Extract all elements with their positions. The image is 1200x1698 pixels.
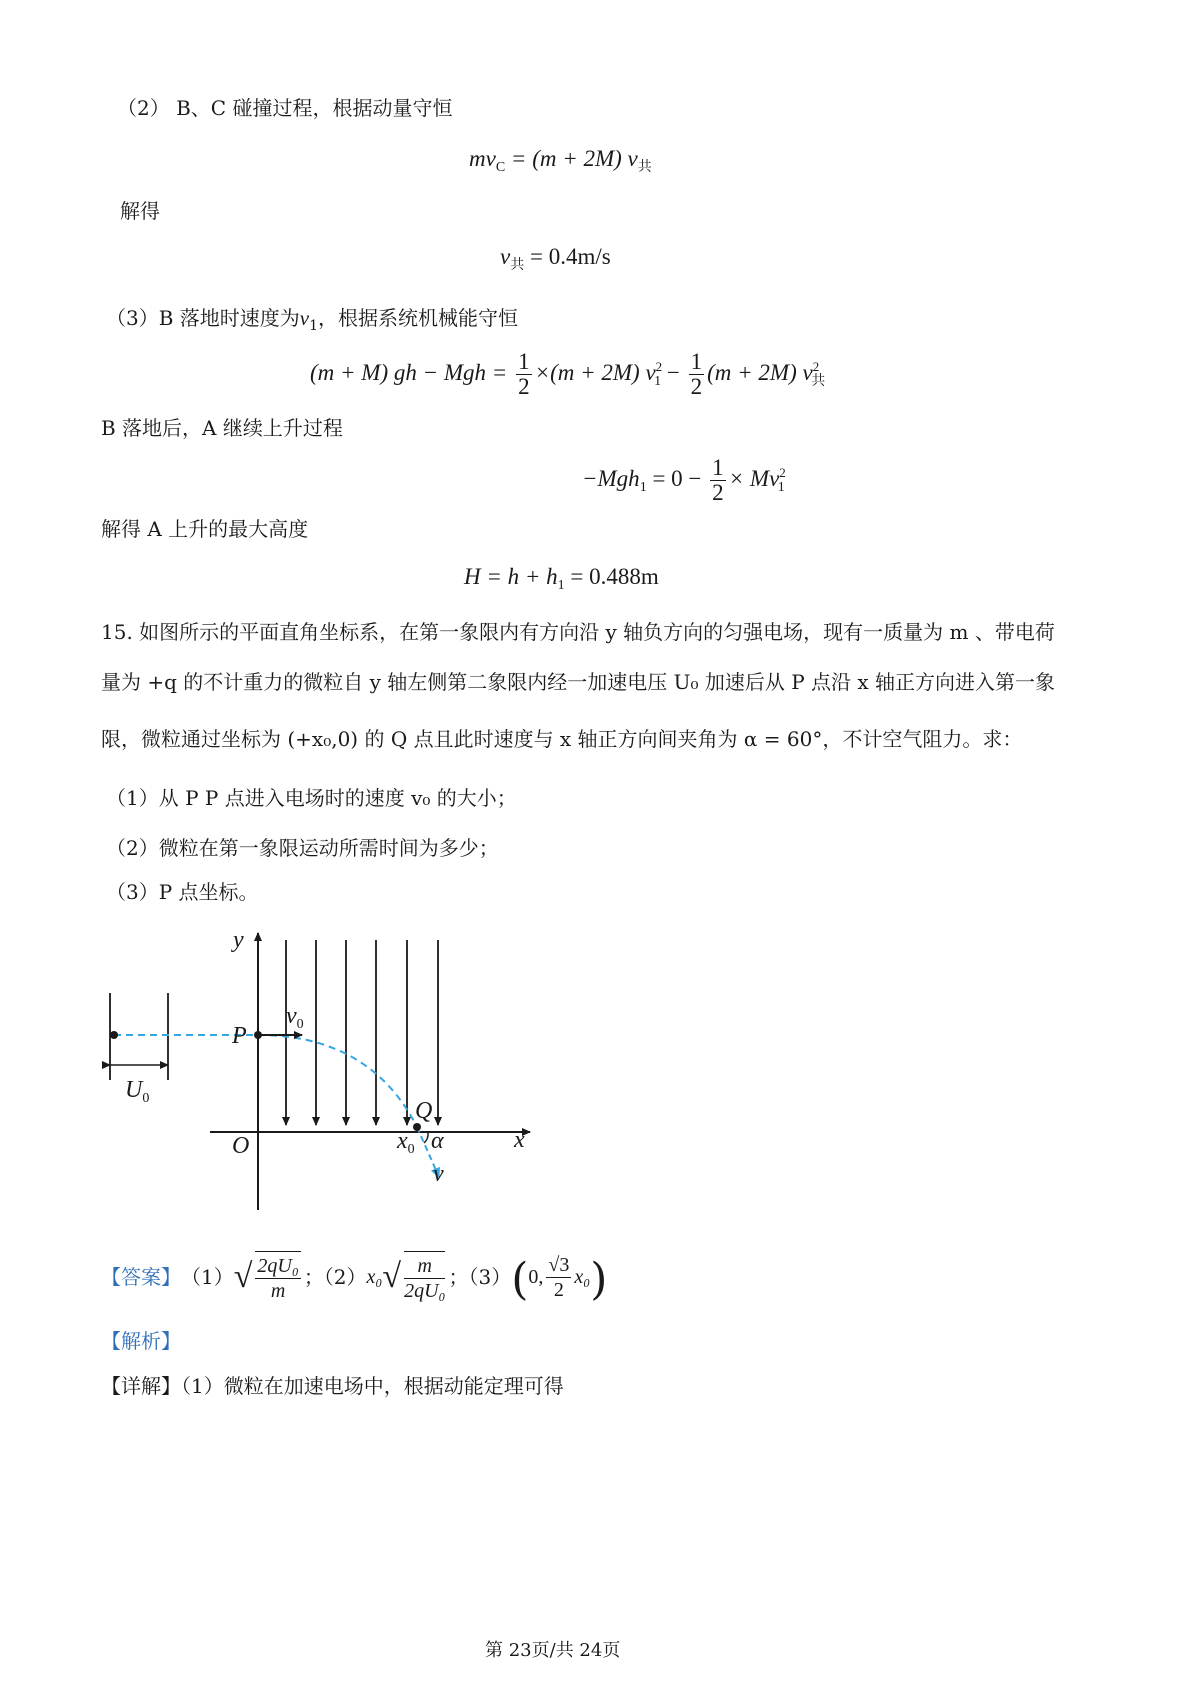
label-u0: $U_0$ <box>125 1077 150 1106</box>
answer-tag: 【答案】 <box>101 1265 181 1289</box>
question-1: （1）从 P P 点进入电场时的速度 v₀ 的大小； <box>106 786 517 810</box>
point-p-dot <box>254 1031 262 1039</box>
max-height-label: 解得 A 上升的最大高度 <box>101 517 309 541</box>
after-landing-label: B 落地后，A 继续上升过程 <box>101 416 343 440</box>
analysis-tag: 【解析】 <box>101 1329 181 1353</box>
solve-label: 解得 <box>120 199 160 223</box>
label-alpha: α <box>431 1128 444 1154</box>
label-v: v <box>433 1161 444 1187</box>
label-o: O <box>232 1133 250 1159</box>
detail-line: 【详解】（1）微粒在加速电场中，根据动能定理可得 <box>101 1374 564 1398</box>
common-velocity-result: $v_共 = 0.4m/s$ <box>500 244 611 273</box>
problem15-line3: 限，微粒通过坐标为 (+x₀,0) 的 Q 点且此时速度与 x 轴正方向间夹角为 α = 60°，不计空气阻力。求： <box>101 727 1023 751</box>
particle-start-dot <box>110 1031 118 1039</box>
answer-line: 【答案】 （1） √ $\frac{\text{2qU₀}}{m}$ ；（2） x₀ √ $\frac{m}{\text{2qU₀}}$ ；（3） ( 0, $\frac{√3}{2}$ x₀ ) <box>101 1244 607 1310</box>
label-x0: $x_0$ <box>397 1128 415 1157</box>
answer-2: $\frac{m}{\text{2qU₀}}$ <box>404 1251 445 1303</box>
detail-tag: 【详解】 <box>101 1374 181 1398</box>
answer-3: 0, <box>528 1266 544 1288</box>
problem15-line2: 量为 +q 的不计重力的微粒自 y 轴左侧第二象限内经一加速电压 U₀ 加速后从 P 点沿 x 轴正方向进入第一象 <box>101 670 1056 694</box>
energy-equation: (m + M) gh − Mgh = $\frac{1}{2}$ ×(m + 2M) $v^2_1$ − $\frac{1}{2}$ (m + 2M) $v^2_共$ <box>310 349 826 399</box>
parabolic-trajectory <box>258 1035 417 1127</box>
answer-1: $\frac{\text{2qU₀}}{m}$ <box>255 1251 300 1303</box>
part2-heading: （2） B、C 碰撞过程，根据动量守恒 <box>117 96 453 120</box>
question-3: （3）P 点坐标。 <box>106 880 259 904</box>
accelerating-plates <box>110 993 168 1080</box>
point-q-dot <box>413 1123 421 1131</box>
alpha-arc <box>424 1133 428 1143</box>
label-p: P <box>232 1023 247 1049</box>
question-2: （2）微粒在第一象限运动所需时间为多少； <box>106 836 499 860</box>
momentum-equation: $mv_C = (m + 2M)$ $v_共$ <box>469 146 652 175</box>
rise-equation: −Mgh$_1$ = 0 − $\frac{1}{2}$ × $Mv^2_1$ <box>582 455 786 505</box>
label-v0: $v_0$ <box>286 1003 304 1032</box>
field-diagram <box>90 915 560 1215</box>
part3-heading: （3）B 落地时速度为$v_1$，根据系统机械能守恒 <box>106 306 519 334</box>
label-q: Q <box>415 1098 433 1124</box>
label-y: y <box>233 927 244 953</box>
page-footer: 第 23页/共 24页 <box>485 1640 621 1661</box>
problem15-line1: 15. 如图所示的平面直角坐标系，在第一象限内有方向沿 y 轴负方向的匀强电场，现有一质量为 m 、带电荷 <box>101 620 1055 644</box>
max-height-result: $H = h + h_1 = 0.488m$ <box>464 564 659 593</box>
label-x: x <box>514 1127 525 1153</box>
